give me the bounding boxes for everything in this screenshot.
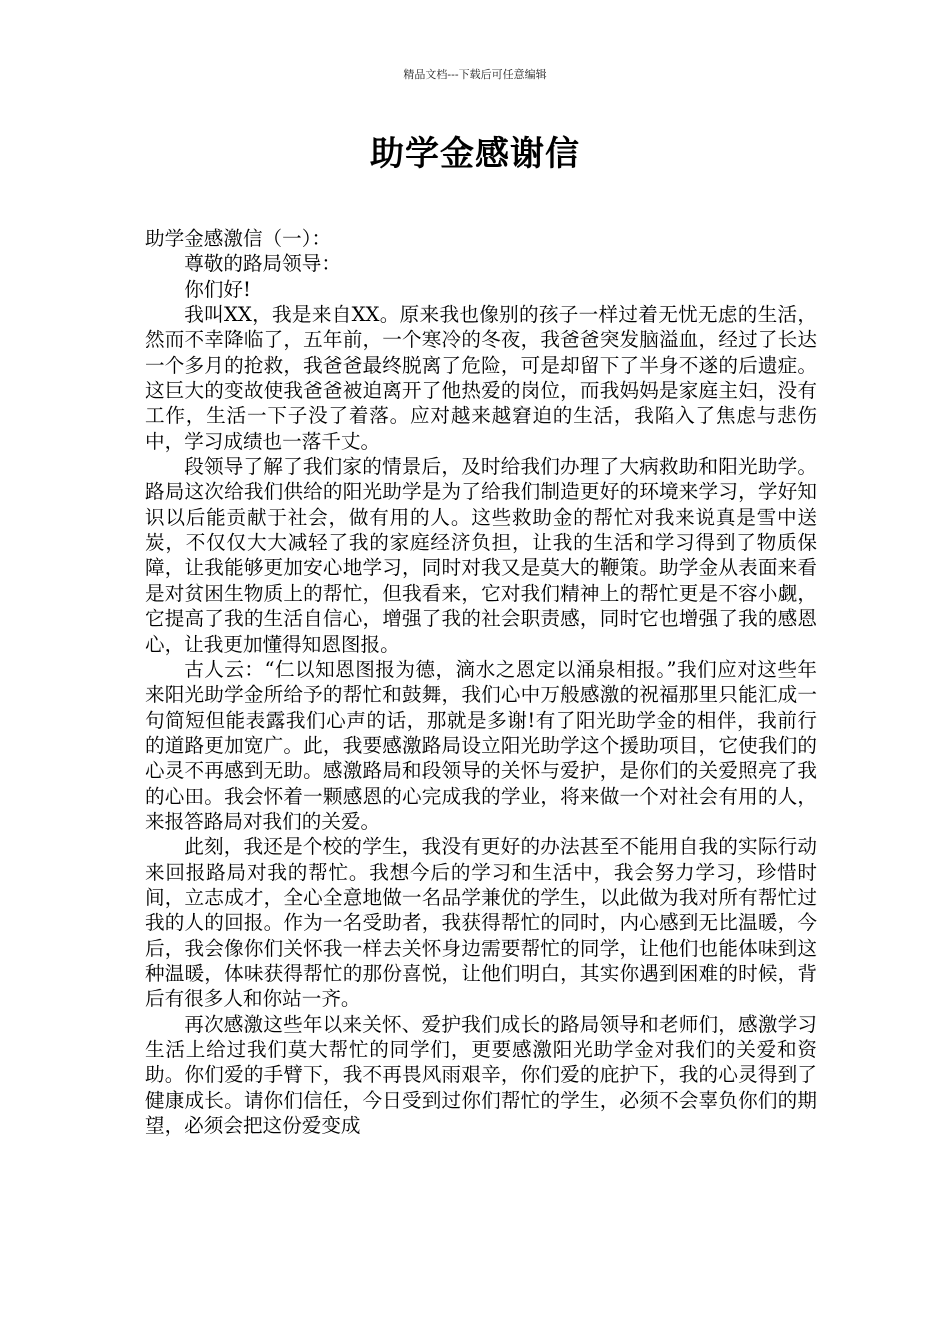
document-title: 助学金感谢信	[370, 134, 580, 174]
header-note: 精品文档---下载后可任意编辑	[403, 68, 547, 81]
letter-paragraph: 再次感激这些年以来关怀、爱护我们成长的路局领导和老师们，感激学习生活上给过我们莫大帮忙的同学们，更要感激阳光助学金对我们的关爱和资助。你们爱的手臂下，我不再畏风雨艰辛，你们爱的庇护下，我的心灵得到了健康成长。请你们信任，今日受到过你们帮忙的学生，必须不会辜负你们的期望，必须会把这份爱变成	[145, 1012, 817, 1138]
letter-paragraph: 我叫XX，我是来自XX。原来我也像别的孩子一样过着无忧无虑的生活，然而不幸降临了，五年前，一个寒冷的冬夜，我爸爸突发脑溢血，经过了长达一个多月的抢救，我爸爸最终脱离了危险，可是却留下了半身不遂的后遗症。这巨大的变故使我爸爸被迫离开了他热爱的岗位，而我妈妈是家庭主妇，没有工作，生活一下子没了着落。应对越来越窘迫的生活，我陷入了焦虑与悲伤中，学习成绩也一落千丈。	[145, 303, 817, 453]
letter-greeting: 你们好!	[184, 277, 251, 301]
letter-heading: 助学金感激信（一）：	[145, 227, 332, 250]
letter-paragraph: 古人云：“仁以知恩图报为德，滴水之恩定以涌泉相报。”我们应对这些年来阳光助学金所给予的帮忙和鼓舞，我们心中万般感激的祝福那里只能汇成一句简短但能表露我们心声的话，那就是多谢!有了阳光助学金的相伴，我前行的道路更加宽广。此，我要感激路局设立阳光助学这个援助项目，它使我们的心灵不再感到无助。感激路局和段领导的关怀与爱护，是你们的关爱照亮了我的心田。我会怀着一颗感恩的心完成我的学业，将来做一个对社会有用的人，来报答路局对我们的关爱。	[145, 657, 817, 833]
letter-salutation: 尊敬的路局领导：	[184, 252, 341, 276]
letter-paragraph: 此刻，我还是个校的学生，我没有更好的办法甚至不能用自我的实际行动来回报路局对我的帮忙。我想今后的学习和生活中，我会努力学习，珍惜时间，立志成才，全心全意地做一名品学兼优的学生，以此做为我对所有帮忙过我的人的回报。作为一名受助者，我获得帮忙的同时，内心感到无比温暖，今后，我会像你们关怀我一样去关怀身边需要帮忙的同学，让他们也能体味到这种温暖，体味获得帮忙的那份喜悦，让他们明白，其实你遇到困难的时候，背后有很多人和你站一齐。	[145, 835, 817, 1011]
letter-paragraph: 段领导了解了我们家的情景后，及时给我们办理了大病救助和阳光助学。路局这次给我们供给的阳光助学是为了给我们制造更好的环境来学习，学好知识以后能贡献于社会，做有用的人。这些救助金的帮忙对我来说真是雪中送炭，不仅仅大大减轻了我的家庭经济负担，让我的生活和学习得到了物质保障，让我能够更加安心地学习，同时对我又是莫大的鞭策。助学金从表面来看是对贫困生物质上的帮忙，但我看来，它对我们精神上的帮忙更是不容小觑，它提高了我的生活自信心，增强了我的社会职责感，同时它也增强了我的感恩心，让我更加懂得知恩图报。	[145, 455, 817, 656]
letter-body	[145, 226, 817, 1138]
